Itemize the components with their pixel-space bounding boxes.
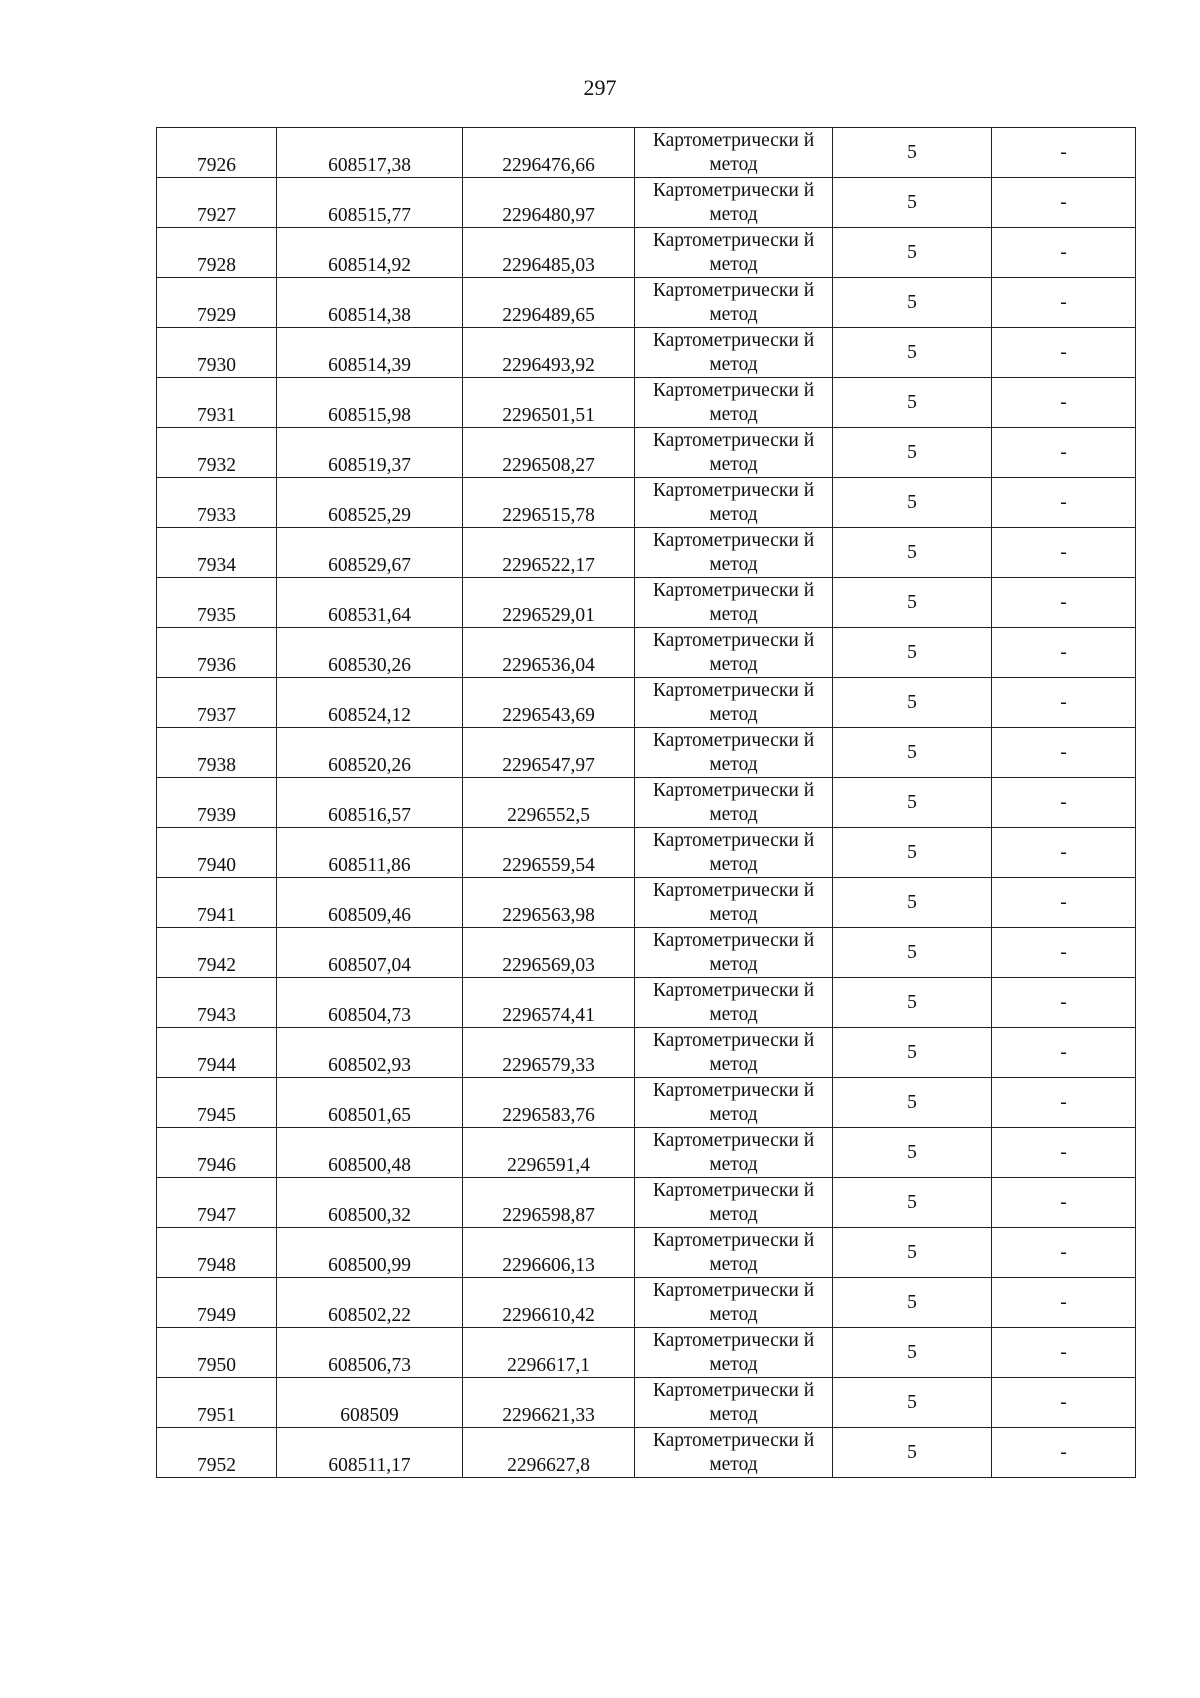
note-cell: -: [992, 1128, 1136, 1178]
y-coordinate-cell: 2296606,13: [463, 1228, 635, 1278]
y-coordinate-cell: 2296610,42: [463, 1278, 635, 1328]
x-coordinate-cell: 608524,12: [277, 678, 463, 728]
table-row: [157, 1378, 1136, 1428]
point-number-cell: 7939: [157, 778, 277, 828]
method-cell: Картометрически й метод: [635, 528, 833, 578]
method-cell: Картометрически й метод: [635, 578, 833, 628]
method-cell: Картометрически й метод: [635, 928, 833, 978]
accuracy-cell: 5: [833, 328, 992, 378]
x-coordinate-cell: 608525,29: [277, 478, 463, 528]
table-row: [157, 1178, 1136, 1228]
y-coordinate-cell: 2296579,33: [463, 1028, 635, 1078]
point-number-cell: 7938: [157, 728, 277, 778]
point-number-cell: 7941: [157, 878, 277, 928]
x-coordinate-cell: 608504,73: [277, 978, 463, 1028]
coordinates-table: [156, 127, 1136, 1478]
x-coordinate-cell: 608520,26: [277, 728, 463, 778]
point-number-cell: 7942: [157, 928, 277, 978]
table-row: [157, 1128, 1136, 1178]
method-cell: Картометрически й метод: [635, 1428, 833, 1478]
table-row: [157, 378, 1136, 428]
table-row: [157, 928, 1136, 978]
point-number-cell: 7945: [157, 1078, 277, 1128]
x-coordinate-cell: 608509: [277, 1378, 463, 1428]
table-row: [157, 878, 1136, 928]
note-cell: -: [992, 428, 1136, 478]
table-row: [157, 978, 1136, 1028]
table-row: [157, 278, 1136, 328]
point-number-cell: 7933: [157, 478, 277, 528]
note-cell: -: [992, 1278, 1136, 1328]
y-coordinate-cell: 2296508,27: [463, 428, 635, 478]
note-cell: -: [992, 128, 1136, 178]
accuracy-cell: 5: [833, 1028, 992, 1078]
table-row: [157, 528, 1136, 578]
note-cell: -: [992, 728, 1136, 778]
point-number-cell: 7935: [157, 578, 277, 628]
y-coordinate-cell: 2296501,51: [463, 378, 635, 428]
y-coordinate-cell: 2296563,98: [463, 878, 635, 928]
method-cell: Картометрически й метод: [635, 228, 833, 278]
table-row: [157, 1228, 1136, 1278]
x-coordinate-cell: 608515,77: [277, 178, 463, 228]
note-cell: -: [992, 1178, 1136, 1228]
table-row: [157, 1078, 1136, 1128]
note-cell: -: [992, 278, 1136, 328]
method-cell: Картометрически й метод: [635, 128, 833, 178]
point-number-cell: 7952: [157, 1428, 277, 1478]
accuracy-cell: 5: [833, 178, 992, 228]
accuracy-cell: 5: [833, 928, 992, 978]
table-row: [157, 1278, 1136, 1328]
accuracy-cell: 5: [833, 528, 992, 578]
method-cell: Картометрически й метод: [635, 1278, 833, 1328]
accuracy-cell: 5: [833, 1428, 992, 1478]
point-number-cell: 7940: [157, 828, 277, 878]
table-row: [157, 678, 1136, 728]
point-number-cell: 7950: [157, 1328, 277, 1378]
point-number-cell: 7934: [157, 528, 277, 578]
note-cell: -: [992, 1228, 1136, 1278]
x-coordinate-cell: 608515,98: [277, 378, 463, 428]
method-cell: Картометрически й метод: [635, 428, 833, 478]
x-coordinate-cell: 608502,22: [277, 1278, 463, 1328]
note-cell: -: [992, 528, 1136, 578]
x-coordinate-cell: 608530,26: [277, 628, 463, 678]
note-cell: -: [992, 178, 1136, 228]
method-cell: Картометрически й метод: [635, 1128, 833, 1178]
method-cell: Картометрически й метод: [635, 678, 833, 728]
y-coordinate-cell: 2296627,8: [463, 1428, 635, 1478]
accuracy-cell: 5: [833, 878, 992, 928]
point-number-cell: 7947: [157, 1178, 277, 1228]
note-cell: -: [992, 1428, 1136, 1478]
point-number-cell: 7943: [157, 978, 277, 1028]
y-coordinate-cell: 2296485,03: [463, 228, 635, 278]
y-coordinate-cell: 2296574,41: [463, 978, 635, 1028]
accuracy-cell: 5: [833, 778, 992, 828]
table-row: [157, 428, 1136, 478]
y-coordinate-cell: 2296480,97: [463, 178, 635, 228]
point-number-cell: 7951: [157, 1378, 277, 1428]
note-cell: -: [992, 228, 1136, 278]
x-coordinate-cell: 608500,32: [277, 1178, 463, 1228]
method-cell: Картометрически й метод: [635, 1028, 833, 1078]
table-row: [157, 478, 1136, 528]
accuracy-cell: 5: [833, 1378, 992, 1428]
note-cell: -: [992, 1328, 1136, 1378]
y-coordinate-cell: 2296515,78: [463, 478, 635, 528]
x-coordinate-cell: 608514,38: [277, 278, 463, 328]
table-row: [157, 728, 1136, 778]
point-number-cell: 7926: [157, 128, 277, 178]
method-cell: Картометрически й метод: [635, 278, 833, 328]
x-coordinate-cell: 608516,57: [277, 778, 463, 828]
table-row: [157, 628, 1136, 678]
y-coordinate-cell: 2296552,5: [463, 778, 635, 828]
accuracy-cell: 5: [833, 378, 992, 428]
point-number-cell: 7928: [157, 228, 277, 278]
accuracy-cell: 5: [833, 978, 992, 1028]
note-cell: -: [992, 1078, 1136, 1128]
x-coordinate-cell: 608514,39: [277, 328, 463, 378]
note-cell: -: [992, 578, 1136, 628]
point-number-cell: 7944: [157, 1028, 277, 1078]
x-coordinate-cell: 608509,46: [277, 878, 463, 928]
method-cell: Картометрически й метод: [635, 1078, 833, 1128]
table-row: [157, 578, 1136, 628]
page-number: 297: [583, 75, 617, 100]
point-number-cell: 7931: [157, 378, 277, 428]
y-coordinate-cell: 2296536,04: [463, 628, 635, 678]
note-cell: -: [992, 778, 1136, 828]
point-number-cell: 7929: [157, 278, 277, 328]
y-coordinate-cell: 2296569,03: [463, 928, 635, 978]
x-coordinate-cell: 608511,86: [277, 828, 463, 878]
x-coordinate-cell: 608529,67: [277, 528, 463, 578]
y-coordinate-cell: 2296476,66: [463, 128, 635, 178]
accuracy-cell: 5: [833, 478, 992, 528]
y-coordinate-cell: 2296547,97: [463, 728, 635, 778]
note-cell: -: [992, 328, 1136, 378]
accuracy-cell: 5: [833, 278, 992, 328]
point-number-cell: 7937: [157, 678, 277, 728]
accuracy-cell: 5: [833, 1278, 992, 1328]
x-coordinate-cell: 608507,04: [277, 928, 463, 978]
note-cell: -: [992, 378, 1136, 428]
method-cell: Картометрически й метод: [635, 628, 833, 678]
y-coordinate-cell: 2296559,54: [463, 828, 635, 878]
coordinates-table-body: [157, 128, 1136, 1478]
note-cell: -: [992, 478, 1136, 528]
accuracy-cell: 5: [833, 1228, 992, 1278]
accuracy-cell: 5: [833, 128, 992, 178]
y-coordinate-cell: 2296583,76: [463, 1078, 635, 1128]
table-row: [157, 1028, 1136, 1078]
note-cell: -: [992, 1378, 1136, 1428]
point-number-cell: 7932: [157, 428, 277, 478]
x-coordinate-cell: 608517,38: [277, 128, 463, 178]
y-coordinate-cell: 2296489,65: [463, 278, 635, 328]
y-coordinate-cell: 2296529,01: [463, 578, 635, 628]
y-coordinate-cell: 2296598,87: [463, 1178, 635, 1228]
method-cell: Картометрически й метод: [635, 1228, 833, 1278]
method-cell: Картометрически й метод: [635, 328, 833, 378]
accuracy-cell: 5: [833, 428, 992, 478]
method-cell: Картометрически й метод: [635, 778, 833, 828]
point-number-cell: 7936: [157, 628, 277, 678]
method-cell: Картометрически й метод: [635, 378, 833, 428]
x-coordinate-cell: 608531,64: [277, 578, 463, 628]
method-cell: Картометрически й метод: [635, 1378, 833, 1428]
x-coordinate-cell: 608506,73: [277, 1328, 463, 1378]
note-cell: -: [992, 678, 1136, 728]
x-coordinate-cell: 608519,37: [277, 428, 463, 478]
note-cell: -: [992, 878, 1136, 928]
x-coordinate-cell: 608502,93: [277, 1028, 463, 1078]
accuracy-cell: 5: [833, 678, 992, 728]
x-coordinate-cell: 608511,17: [277, 1428, 463, 1478]
accuracy-cell: 5: [833, 828, 992, 878]
accuracy-cell: 5: [833, 1178, 992, 1228]
y-coordinate-cell: 2296522,17: [463, 528, 635, 578]
y-coordinate-cell: 2296543,69: [463, 678, 635, 728]
accuracy-cell: 5: [833, 228, 992, 278]
accuracy-cell: 5: [833, 1328, 992, 1378]
table-row: [157, 178, 1136, 228]
point-number-cell: 7927: [157, 178, 277, 228]
method-cell: Картометрически й метод: [635, 878, 833, 928]
method-cell: Картометрически й метод: [635, 828, 833, 878]
table-row: [157, 328, 1136, 378]
accuracy-cell: 5: [833, 578, 992, 628]
y-coordinate-cell: 2296493,92: [463, 328, 635, 378]
note-cell: -: [992, 978, 1136, 1028]
x-coordinate-cell: 608501,65: [277, 1078, 463, 1128]
table-row: [157, 1428, 1136, 1478]
accuracy-cell: 5: [833, 628, 992, 678]
method-cell: Картометрически й метод: [635, 478, 833, 528]
point-number-cell: 7930: [157, 328, 277, 378]
point-number-cell: 7949: [157, 1278, 277, 1328]
table-row: [157, 228, 1136, 278]
note-cell: -: [992, 1028, 1136, 1078]
method-cell: Картометрически й метод: [635, 1328, 833, 1378]
note-cell: -: [992, 928, 1136, 978]
note-cell: -: [992, 828, 1136, 878]
y-coordinate-cell: 2296617,1: [463, 1328, 635, 1378]
accuracy-cell: 5: [833, 728, 992, 778]
table-row: [157, 1328, 1136, 1378]
method-cell: Картометрически й метод: [635, 728, 833, 778]
table-row: [157, 128, 1136, 178]
method-cell: Картометрически й метод: [635, 978, 833, 1028]
method-cell: Картометрически й метод: [635, 1178, 833, 1228]
table-row: [157, 778, 1136, 828]
x-coordinate-cell: 608514,92: [277, 228, 463, 278]
table-row: [157, 828, 1136, 878]
accuracy-cell: 5: [833, 1128, 992, 1178]
point-number-cell: 7948: [157, 1228, 277, 1278]
y-coordinate-cell: 2296621,33: [463, 1378, 635, 1428]
method-cell: Картометрически й метод: [635, 178, 833, 228]
accuracy-cell: 5: [833, 1078, 992, 1128]
note-cell: -: [992, 628, 1136, 678]
x-coordinate-cell: 608500,99: [277, 1228, 463, 1278]
x-coordinate-cell: 608500,48: [277, 1128, 463, 1178]
y-coordinate-cell: 2296591,4: [463, 1128, 635, 1178]
point-number-cell: 7946: [157, 1128, 277, 1178]
